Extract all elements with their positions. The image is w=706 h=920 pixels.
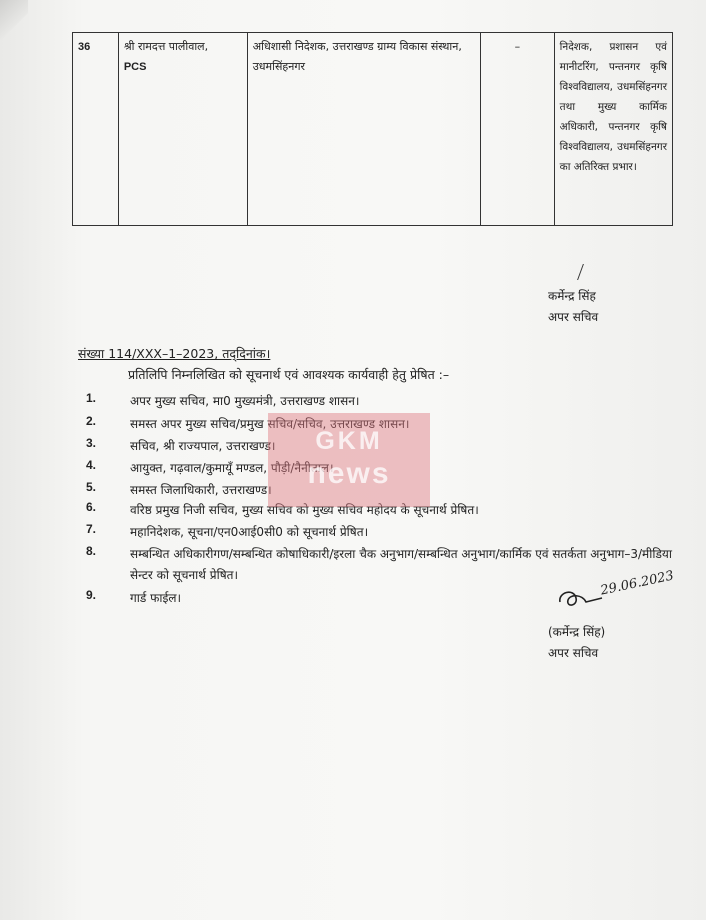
- list-item-text: समस्त अपर मुख्य सचिव/प्रमुख सचिव/सचिव, उत्तराखण्ड शासन।: [130, 417, 410, 431]
- list-item-text: सचिव, श्री राज्यपाल, उत्तराखण्ड।: [130, 439, 276, 453]
- list-item-text: समस्त जिलाधिकारी, उत्तराखण्ड।: [130, 483, 272, 497]
- list-item-number: 8.: [86, 544, 97, 558]
- copy-intro: प्रतिलिपि निम्नलिखित को सूचनार्थ एवं आवश्यक कार्यवाही हेतु प्रेषित :–: [128, 367, 450, 382]
- watermark-logo: [268, 413, 430, 507]
- signatory-name-bottom: (कर्मेन्द्र सिंह): [548, 625, 606, 639]
- additional-charge-cell: निदेशक, प्रशासन एवं मानीटरिंग, पन्तनगर कृषि विश्वविद्यालय, उधमसिंहनगर तथा मुख्य कार्मिक अधिकारी, पन्तनगर कृषि विश्वविद्यालय, उधमसिंहनगर का अतिरिक्त प्रभार।: [554, 33, 672, 226]
- new-post-cell: –: [481, 33, 555, 226]
- signature-mark-top: [569, 264, 584, 280]
- signatory-name-top: कर्मेन्द्र सिंह: [548, 289, 596, 303]
- officer-service: PCS: [123, 61, 147, 73]
- signature-date: 29.06.2023: [599, 568, 676, 599]
- list-item-number: 2.: [86, 414, 97, 428]
- reference-number: संख्या 114/XXX–1–2023, तद्‌दिनांक।: [78, 346, 271, 361]
- watermark-text-bottom: news: [307, 457, 391, 490]
- page-fold: [0, 0, 28, 40]
- current-post-cell: अधिशासी निदेशक, उत्तराखण्ड ग्राम्य विकास संस्थान, उधमसिंहनगर: [247, 33, 480, 226]
- list-item-number: 1.: [86, 391, 97, 405]
- signatory-designation-top: अपर सचिव: [548, 310, 599, 324]
- list-item-number: 7.: [86, 522, 97, 536]
- list-item-number: 5.: [86, 480, 97, 494]
- signature-scribble: [556, 586, 606, 612]
- officer-name: श्री रामदत्त पालीवाल,: [123, 40, 209, 53]
- list-item-number: 9.: [86, 588, 97, 602]
- signatory-designation-bottom: अपर सचिव: [548, 646, 599, 660]
- watermark-text-top: GKM: [315, 427, 383, 455]
- list-item-text: अपर मुख्य सचिव, मा0 मुख्यमंत्री, उत्तराखण्ड शासन।: [130, 394, 360, 408]
- list-item-text: सम्बन्धित अधिकारीगण/सम्बन्धित कोषाधिकारी/इरला चैक अनुभाग/सम्बन्धित अनुभाग/कार्मिक एवं सतर्कता अनुभाग–3/मीडिया सेन्टर को सूचनार्थ प्रेषित।: [130, 547, 672, 582]
- list-item-text: वरिष्ठ प्रमुख निजी सचिव, मुख्य सचिव को मुख्य सचिव महोदय के सूचनार्थ प्रेषित।: [130, 503, 479, 517]
- list-item-text: महानिदेशक, सूचना/एन0आई0सी0 को सूचनार्थ प्रेषित।: [130, 525, 369, 539]
- list-item-number: 3.: [86, 436, 97, 450]
- list-item-text: आयुक्त, गढ़वाल/कुमायूँ मण्डल, पौड़ी/नैनीताल।: [130, 461, 334, 475]
- serial-cell: 36: [73, 33, 119, 226]
- officer-cell: [118, 33, 247, 226]
- posting-table: [72, 32, 673, 226]
- list-item-text: गार्ड फाईल।: [130, 591, 182, 605]
- list-item-number: 6.: [86, 500, 97, 514]
- list-item-number: 4.: [86, 458, 97, 472]
- table-row: [73, 33, 673, 226]
